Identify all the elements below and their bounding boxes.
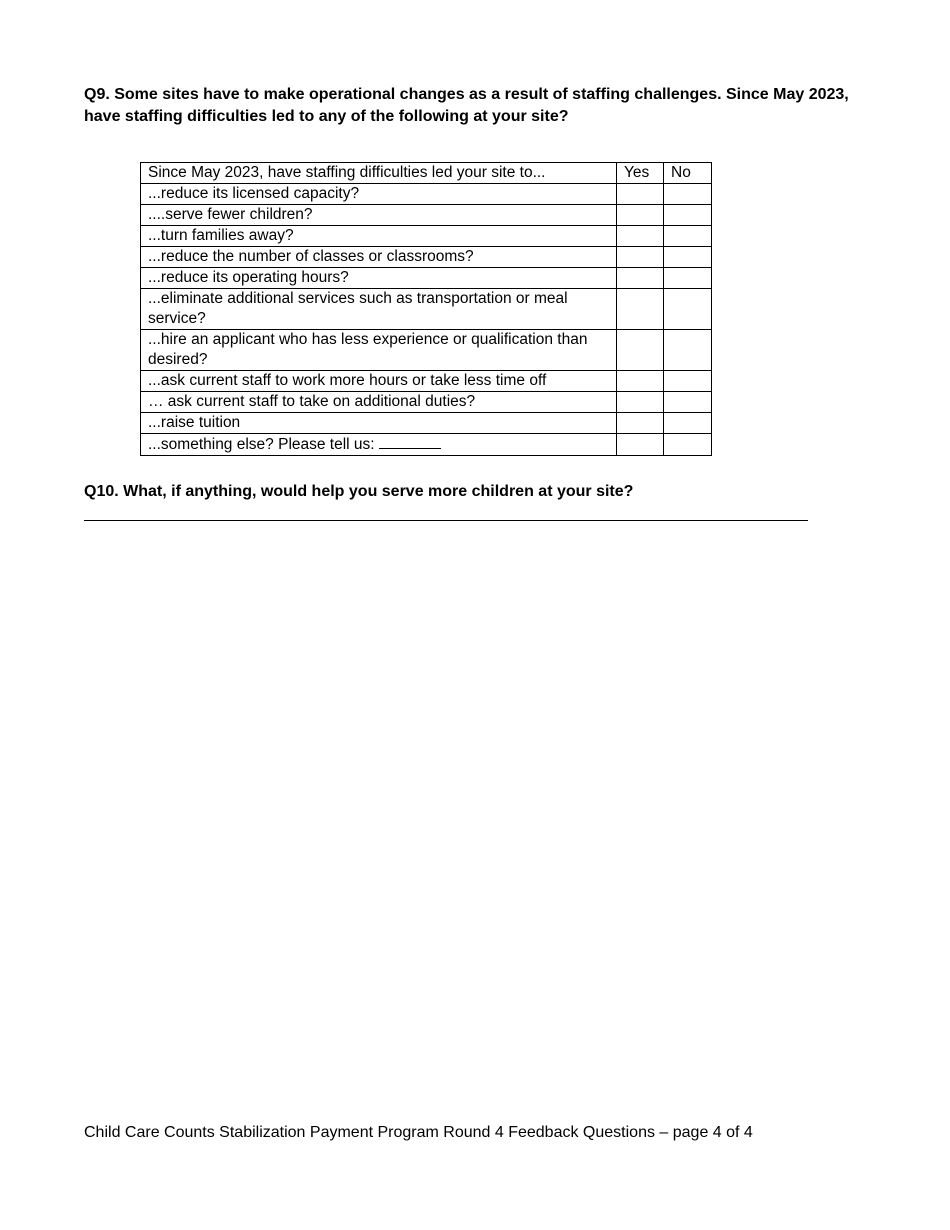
no-checkbox-cell[interactable]: [664, 289, 712, 330]
yes-checkbox-cell[interactable]: [617, 413, 664, 434]
table-row: [141, 413, 712, 434]
table-row: [141, 268, 712, 289]
row-label: ...reduce its licensed capacity?: [141, 184, 617, 205]
no-checkbox-cell[interactable]: [664, 247, 712, 268]
table-row: [141, 330, 712, 371]
header-no-cell: No: [664, 163, 712, 184]
table-row: [141, 289, 712, 330]
table-header-row: [141, 163, 712, 184]
table-row: [141, 184, 712, 205]
row-label: ....serve fewer children?: [141, 205, 617, 226]
staffing-changes-table: [140, 162, 712, 456]
yes-checkbox-cell[interactable]: [617, 371, 664, 392]
no-checkbox-cell[interactable]: [664, 226, 712, 247]
yes-checkbox-cell[interactable]: [617, 434, 664, 456]
question-q10: Q10. What, if anything, would help you serve more children at your site?: [84, 483, 634, 500]
header-item-cell: Since May 2023, have staffing difficulties led your site to...: [141, 163, 617, 184]
yes-checkbox-cell[interactable]: [617, 184, 664, 205]
table-row: [141, 392, 712, 413]
header-yes-cell: Yes: [617, 163, 664, 184]
row-label-something-else: [141, 434, 617, 456]
table-row: [141, 205, 712, 226]
yes-checkbox-cell[interactable]: [617, 289, 664, 330]
row-label: ...ask current staff to work more hours or take less time off: [141, 371, 617, 392]
no-checkbox-cell[interactable]: [664, 371, 712, 392]
row-label: ...turn families away?: [141, 226, 617, 247]
yes-checkbox-cell[interactable]: [617, 247, 664, 268]
table-row: [141, 434, 712, 456]
row-label-text: ...something else? Please tell us:: [148, 436, 375, 453]
row-label: ...eliminate additional services such as transportation or meal service?: [141, 289, 617, 330]
row-label: … ask current staff to take on additional duties?: [141, 392, 617, 413]
no-checkbox-cell[interactable]: [664, 184, 712, 205]
row-label: ...reduce the number of classes or classrooms?: [141, 247, 617, 268]
row-label: ...hire an applicant who has less experience or qualification than desired?: [141, 330, 617, 371]
no-checkbox-cell[interactable]: [664, 392, 712, 413]
yes-checkbox-cell[interactable]: [617, 330, 664, 371]
no-checkbox-cell[interactable]: [664, 330, 712, 371]
yes-checkbox-cell[interactable]: [617, 205, 664, 226]
table-row: [141, 247, 712, 268]
no-checkbox-cell[interactable]: [664, 434, 712, 456]
row-label: ...raise tuition: [141, 413, 617, 434]
page-footer: Child Care Counts Stabilization Payment Program Round 4 Feedback Questions – page 4 of 4: [84, 1124, 753, 1141]
yes-checkbox-cell[interactable]: [617, 392, 664, 413]
something-else-blank-field[interactable]: [379, 434, 441, 449]
yes-checkbox-cell[interactable]: [617, 268, 664, 289]
no-checkbox-cell[interactable]: [664, 268, 712, 289]
no-checkbox-cell[interactable]: [664, 205, 712, 226]
yes-checkbox-cell[interactable]: [617, 226, 664, 247]
row-label: ...reduce its operating hours?: [141, 268, 617, 289]
q10-answer-line[interactable]: [84, 520, 808, 521]
no-checkbox-cell[interactable]: [664, 413, 712, 434]
table-row: [141, 226, 712, 247]
question-q9: Q9. Some sites have to make operational changes as a result of staffing challenges. Since May 2023, have staffing difficulties led to any of the following at your site?: [84, 86, 849, 125]
table-row: [141, 371, 712, 392]
